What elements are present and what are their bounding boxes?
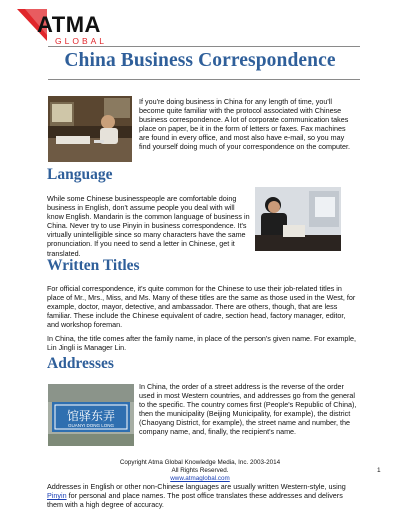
- page-title: China Business Correspondence: [64, 50, 336, 71]
- section-heading-language: Language: [47, 166, 113, 183]
- sign-pinyin-text: GUANYI DONG LONG: [67, 423, 115, 428]
- language-paragraph: While some Chinese businesspeople are comfortable doing business in English, don't assume people you deal with will know English. Mandarin is the common language of business in China. Never try to use Pinyin in business correspondence. It's virtually unintelligible since so many characters have the same pronunciation. If you need to send a letter in Chinese, get it translated.: [47, 194, 250, 258]
- addresses-text-before-link: Addresses in English or other non-Chinese languages are usually written Western-style, using: [47, 482, 346, 491]
- page-number: 1: [377, 467, 381, 474]
- footer-website-link[interactable]: www.atmaglobal.com: [170, 475, 230, 482]
- section-heading-addresses: Addresses: [47, 355, 114, 372]
- intro-paragraph: If you're doing business in China for any length of time, you'll become quite familiar with the protocol associated with Chinese business correspondence. A lot of corporate communication takes place on paper, be it in the form of letters or faxes. Fax machines are found in every office, and most also have e-mail, so you may find yourself doing much of your correspondence on the computer.: [139, 97, 350, 152]
- logo-wordmark: ATMA: [37, 12, 101, 37]
- street-sign-photo: [48, 384, 134, 446]
- written-titles-paragraph: For official correspondence, it's quite common for the Chinese to use their job-related titles in place of Mr., Mrs., Miss, and Ms. Many of these titles are the same as those used in the West, for example, doctor, mayor, detective, and ambassador. There are others, though, that are less familiar. These include the Chinese equivalent of cadre, section head, factory manager, editor, and workshop foreman.: [47, 284, 356, 330]
- office-photo-woman: [255, 187, 341, 251]
- logo-mark: [17, 9, 167, 49]
- written-titles-paragraph-2: In China, the title comes after the family name, in place of the person's given name. For example, Lin Jingli is Manager Lin.: [47, 334, 356, 353]
- title-divider: [48, 79, 360, 80]
- header-divider: [48, 46, 360, 47]
- addresses-paragraph: In China, the order of a street address is the reverse of the order used in most Western countries, and addresses go from the general to the specific. The country comes first (People's Republic of China), then the municipality (Beijing Municipality, for example), the district (Chaoyang District, for example), the street name and number, the company name, and, finally, the recipient's name.: [139, 382, 357, 437]
- sign-chinese-text: 馆驿东弄: [66, 409, 116, 423]
- addresses-text-after-link: for personal and place names. The post office translates these addresses and delivers them with a high degree of accuracy.: [47, 491, 343, 510]
- pinyin-link[interactable]: Pinyin: [47, 491, 67, 501]
- footer-rights: All Rights Reserved.: [171, 467, 229, 474]
- logo-subtitle: GLOBAL: [55, 36, 108, 46]
- addresses-paragraph-3: [47, 482, 357, 509]
- section-heading-written-titles: Written Titles: [47, 257, 140, 274]
- atma-global-logo: [17, 9, 167, 49]
- footer: [0, 459, 400, 483]
- footer-copyright: Copyright Atma Global Knowledge Media, Inc. 2003-2014: [119, 459, 281, 466]
- office-photo-man: [48, 96, 132, 162]
